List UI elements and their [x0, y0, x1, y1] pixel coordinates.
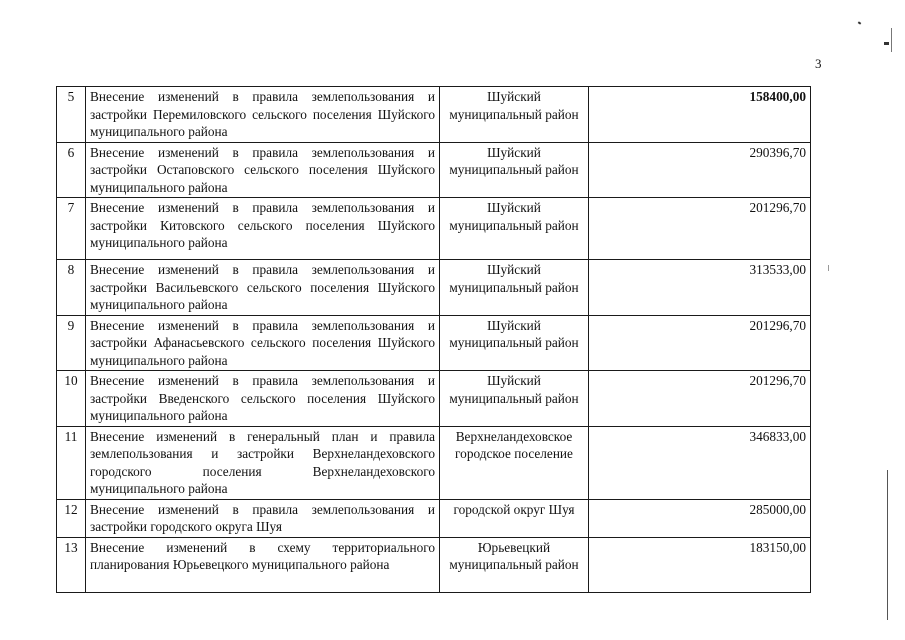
row-description: Внесение изменений в схему территориального планирования Юрьевецкого муниципального района: [86, 537, 440, 592]
table-row: [57, 537, 811, 592]
row-description: Внесение изменений в правила землепользования и застройки Введенского сельского поселения Шуйского муниципального района: [86, 371, 440, 427]
row-amount: 201296,70: [589, 371, 811, 427]
table-row: [57, 499, 811, 537]
row-area: Юрьевецкий муниципальный район: [440, 537, 589, 592]
row-number: 12: [57, 499, 86, 537]
row-amount: 313533,00: [589, 260, 811, 316]
scan-artifact: [891, 28, 892, 52]
row-description: Внесение изменений в правила землепользования и застройки Афанасьевского сельского поселения Шуйского муниципального района: [86, 315, 440, 371]
row-description: Внесение изменений в правила землепользования и застройки Васильевского сельского поселения Шуйского муниципального района: [86, 260, 440, 316]
row-number: 13: [57, 537, 86, 592]
table-row: [57, 87, 811, 143]
row-number: 7: [57, 198, 86, 260]
row-number: 6: [57, 142, 86, 198]
row-amount: 158400,00: [589, 87, 811, 143]
row-number: 9: [57, 315, 86, 371]
row-number: 11: [57, 426, 86, 499]
row-amount: 285000,00: [589, 499, 811, 537]
row-area: городской округ Шуя: [440, 499, 589, 537]
row-description: Внесение изменений в правила землепользования и застройки городского округа Шуя: [86, 499, 440, 537]
budget-table: [56, 86, 811, 593]
row-area: Шуйский муниципальный район: [440, 142, 589, 198]
row-area: Шуйский муниципальный район: [440, 315, 589, 371]
row-description: Внесение изменений в правила землепользования и застройки Китовского сельского поселения Шуйского муниципального района: [86, 198, 440, 260]
row-area: Шуйский муниципальный район: [440, 371, 589, 427]
row-area: Шуйский муниципальный район: [440, 260, 589, 316]
row-description: Внесение изменений в правила землепользования и застройки Остаповского сельского поселения Шуйского муниципального района: [86, 142, 440, 198]
row-amount: 183150,00: [589, 537, 811, 592]
row-description: Внесение изменений в генеральный план и правила землепользования и застройки Верхнеландеховского городского поселения Верхнеландеховского муниципального района: [86, 426, 440, 499]
table-row: [57, 260, 811, 316]
row-amount: 201296,70: [589, 198, 811, 260]
row-number: 5: [57, 87, 86, 143]
row-number: 8: [57, 260, 86, 316]
page-number: 3: [815, 56, 822, 71]
table-row: [57, 426, 811, 499]
table-row: [57, 142, 811, 198]
table-row: [57, 371, 811, 427]
row-area: Верхнеландеховское городское поселение: [440, 426, 589, 499]
row-amount: 346833,00: [589, 426, 811, 499]
row-description: Внесение изменений в правила землепользования и застройки Перемиловского сельского поселения Шуйского муниципального района: [86, 87, 440, 143]
table-row: [57, 315, 811, 371]
scan-artifact: [884, 42, 889, 45]
row-amount: 201296,70: [589, 315, 811, 371]
scan-artifact: [887, 470, 888, 620]
scan-artifact: [828, 265, 829, 271]
row-amount: 290396,70: [589, 142, 811, 198]
row-area: Шуйский муниципальный район: [440, 198, 589, 260]
table-row: [57, 198, 811, 260]
row-number: 10: [57, 371, 86, 427]
scan-artifact: [858, 21, 862, 24]
row-area: Шуйский муниципальный район: [440, 87, 589, 143]
